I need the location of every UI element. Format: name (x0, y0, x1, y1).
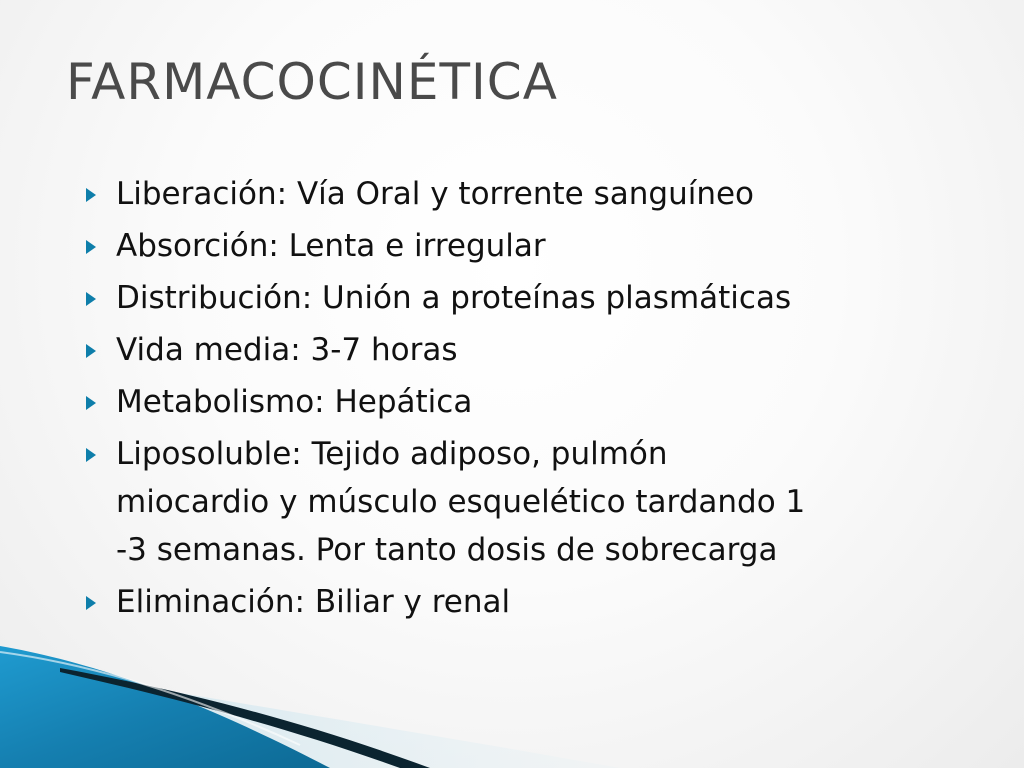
bullet-text: Eliminación: Biliar y renal (116, 584, 511, 620)
bullet-item-metabolismo (84, 376, 964, 428)
triangle-bullet-icon (86, 344, 96, 358)
bullet-text: Vida media: 3-7 horas (116, 332, 458, 368)
bullet-item-eliminacion (84, 576, 964, 628)
bullet-list (84, 168, 964, 628)
bullet-item-distribucion (84, 272, 964, 324)
triangle-bullet-icon (86, 596, 96, 610)
wave-blue-band (0, 646, 330, 768)
bullet-text: Liberación: Vía Oral y torrente sanguíneo (116, 176, 755, 212)
bullet-item-liberacion (84, 168, 964, 220)
triangle-bullet-icon (86, 292, 96, 306)
bullet-item-absorcion (84, 220, 964, 272)
bullet-text: Distribución: Unión a proteínas plasmáticas (116, 280, 792, 316)
wave-pale-band (0, 660, 620, 768)
triangle-bullet-icon (86, 188, 96, 202)
triangle-bullet-icon (86, 396, 96, 410)
bullet-line: miocardio y músculo esquelético tardando 1 (116, 484, 806, 520)
bullet-line: -3 semanas. Por tanto dosis de sobrecarga (116, 532, 778, 568)
slide-title: FARMACOCINÉTICA (66, 53, 558, 111)
bullet-item-liposoluble (84, 428, 964, 576)
bullet-line: Liposoluble: Tejido adiposo, pulmón (116, 436, 668, 472)
bullet-text: Absorción: Lenta e irregular (116, 228, 546, 264)
bullet-item-vida-media (84, 324, 964, 376)
triangle-bullet-icon (86, 448, 96, 462)
wave-highlight (0, 652, 300, 745)
triangle-bullet-icon (86, 240, 96, 254)
wave-dark-swoosh (60, 668, 430, 768)
bullet-text: Metabolismo: Hepática (116, 384, 473, 420)
